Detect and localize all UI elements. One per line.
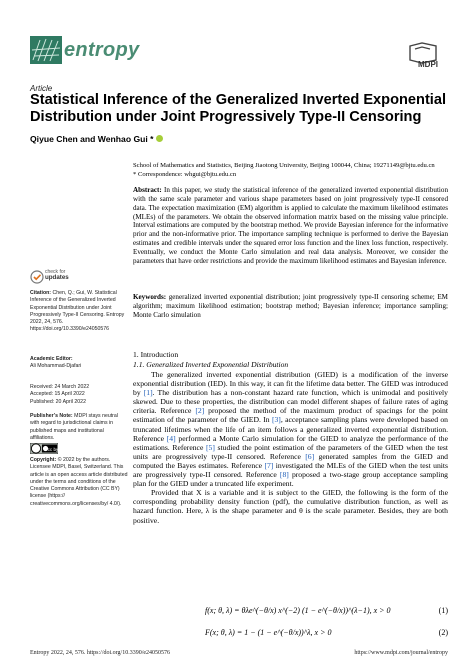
entropy-logo-icon (30, 36, 62, 64)
keywords (133, 293, 448, 320)
journal-header (30, 36, 440, 70)
article-type: Article (30, 84, 53, 93)
check-line2: updates (45, 274, 69, 281)
paragraph-2: Provided that X is a variable and it is subject to the GIED, the following is the form of the corresponding probability density function (pdf), the cumulative distribution function, as well as hazard function. Here, λ is the shape parameter and θ is the scale parameter. Besides, they are both positive. (133, 488, 448, 525)
text-run: studied the point estimation of the parameters of the GIED when the test units are progressively type-II censored. Reference (133, 442, 448, 461)
keywords-text: generalized inverted exponential distribution; joint progressively type-II censoring scheme; EM algorithm; maximum likelihood estimation; bootstrap method; Bayesian inference; importance sampling; Monte Carlo simulation (133, 293, 448, 319)
cc-by-license-icon[interactable] (30, 443, 58, 454)
affiliation: School of Mathematics and Statistics, Beijing Jiaotong University, Beijing 100044, China; 19271149@bjtu.edu.cn (133, 162, 435, 169)
reference-link[interactable]: [3] (271, 415, 281, 425)
abstract-label: Abstract: (133, 186, 162, 194)
published-date: Published: 20 April 2022 (30, 398, 86, 405)
affiliations (133, 162, 448, 179)
citation (30, 290, 128, 334)
reference-link[interactable]: [5] (205, 442, 215, 452)
dates (30, 384, 128, 406)
correspondence: * Correspondence: whgui@bjtu.edu.cn (133, 170, 237, 178)
footer-journal-link[interactable]: https://www.mdpi.com/journal/entropy (354, 650, 448, 656)
equation-1-number: (1) (438, 606, 448, 615)
equation-2 (133, 628, 448, 642)
copyright-label: Copyright: (30, 457, 57, 463)
journal-name[interactable]: entropy (64, 39, 140, 61)
reference-link[interactable]: [2] (195, 406, 205, 416)
editor-name: Ali Mohammad-Djafari (30, 363, 82, 370)
publisher-name: MDPI (418, 60, 438, 69)
paper-title: Statistical Inference of the Generalized Inverted Exponential Distribution under Joint Progressively Type-II Censoring (30, 92, 447, 125)
paragraph-1 (133, 370, 448, 488)
subsection-heading: 1.1. Generalized Inverted Exponential Distribution (133, 360, 289, 369)
citation-label: Citation: (30, 290, 52, 296)
text-run: performed a Monte Carlo simulation for the GIED to analyze the performance of the estimations. Reference (133, 433, 448, 452)
check-for-updates-icon[interactable] (30, 270, 44, 284)
equation-2-body: F(x; θ, λ) = 1 − (1 − e^(−θ/x))^λ, x > 0 (205, 628, 332, 637)
academic-editor (30, 356, 128, 371)
check-for-updates[interactable] (45, 269, 69, 281)
received-date: Received: 24 March 2022 (30, 384, 90, 390)
check-line1: check for (45, 269, 66, 275)
equation-1 (133, 606, 448, 620)
text-run: generated samples from the GIED and computed the Bayes estimates. Reference (133, 451, 448, 470)
reference-link[interactable]: [7] (264, 460, 274, 470)
cc-label: cc by (47, 447, 58, 452)
text-run: proposed a two-stage group acceptance sampling plan for the GIED under a truncated life experiment. (133, 470, 448, 489)
accepted-date: Accepted: 15 April 2022 (30, 391, 85, 398)
body-text (133, 370, 448, 525)
section-heading: 1. Introduction (133, 350, 179, 359)
publisher-note-label: Publisher’s Note: (30, 413, 73, 419)
text-run: , acceptance sampling plans were developed based on truncated lifetimes when the life of an item follows a generalized inverted exponential distribution. Reference (133, 415, 448, 443)
abstract (133, 186, 448, 266)
editor-label: Academic Editor: (30, 356, 73, 362)
equation-1-body: f(x; θ, λ) = θλe^(−θ/x) x^(−2) (1 − e^(−θ/x))^(λ−1), x > 0 (205, 606, 391, 615)
copyright (30, 457, 128, 508)
reference-link[interactable]: [8] (279, 470, 289, 480)
reference-link[interactable]: [1] (143, 388, 153, 398)
text-run: The generalized inverted exponential distribution (GIED) is a modification of the inverse exponential distribution (IED). In this way, it can fit the lifetime data better. The GIED was introduced by (133, 370, 448, 398)
page-footer (30, 650, 448, 660)
reference-link[interactable]: [4] (166, 433, 176, 443)
reference-link[interactable]: [6] (305, 451, 315, 461)
abstract-text: In this paper, we study the statistical inference of the generalized inverted exponential distribution with the same scale parameter and various shape parameters based on joint progressively type-II censored data. The expectation maximization (EM) algorithm is applied to calculate the maximum likelihood estimates (MLEs) of the parameters. We obtain the observed information matrix based on the missing value principle. Interval estimations are computed by the bootstrap method. We provide Bayesian inference for the informative prior and the non-informative prior. The importance sampling technique is performed to derive the Bayesian estimates and credible intervals under the squared error loss function and the linex loss function, respectively. Eventually, we conduct the Monte Carlo simulation and real data analysis. Moreover, we consider the parameters that have order restrictions and provide the maximum likelihood estimates and Bayesian inference. (133, 186, 448, 265)
text-run: . The distribution has a non-constant hazard rate function, which is unimodal and positively skewed. Due to these properties, the distribution can model different shapes of failure rates of aging criteria. Reference (133, 388, 448, 416)
publisher-note (30, 413, 128, 442)
text-run: investigated the MLEs of the GIED when the test units are progressively type-II censored. Reference (133, 460, 448, 480)
citation-text: Chen, Q.; Gui, W. Statistical Inference of the Generalized Inverted Exponential Distribution under Joint Progressively Type-II Censoring. Entropy 2022, 24, 576. https://doi.org/10.3390/e24050576 (30, 290, 125, 333)
keywords-label: Keywords: (133, 293, 167, 301)
author-line (30, 134, 163, 144)
orcid-icon[interactable] (156, 135, 163, 142)
text-run: proposed the method of the maximum product of spacings for the point estimation of the parameter of the GIED. In (133, 406, 448, 425)
authors: Qiyue Chen and Wenhao Gui * (30, 134, 154, 144)
equation-2-number: (2) (438, 628, 448, 637)
copyright-text: © 2022 by the authors. Licensee MDPI, Basel, Switzerland. This article is an open access article distributed under the terms and conditions of the Creative Commons Attribution (CC BY) license (https:// creativecommons.org/licenses/by/ 4.0/). (30, 457, 128, 507)
publisher-note-text: MDPI stays neutral with regard to jurisdictional claims in published maps and institutional affiliations. (30, 413, 118, 441)
footer-citation[interactable]: Entropy 2022, 24, 576. https://doi.org/10.3390/e24050576 (30, 650, 171, 656)
